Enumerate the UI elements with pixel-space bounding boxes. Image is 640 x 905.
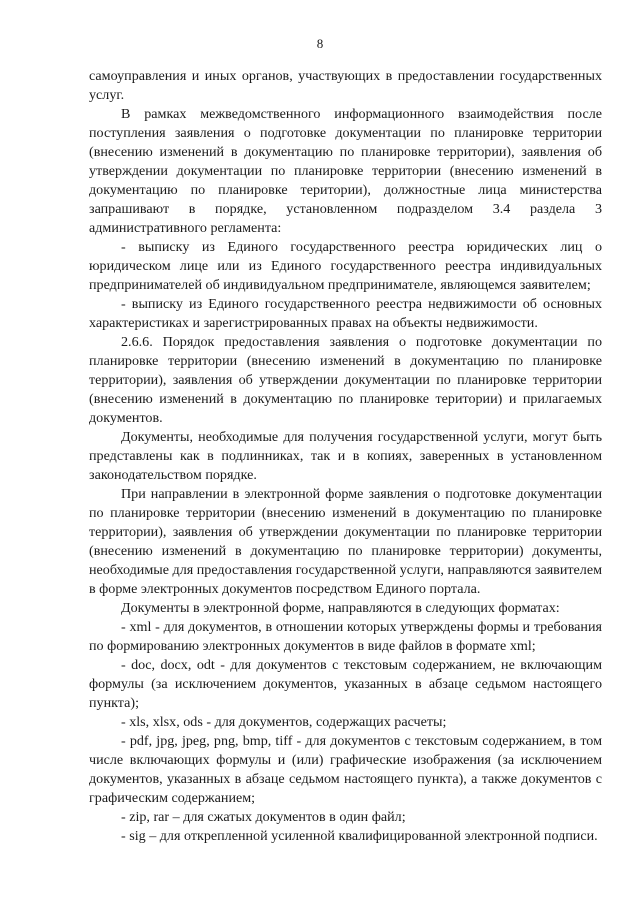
paragraph: - xls, xlsx, ods - для документов, содержащих расчеты;: [121, 714, 447, 730]
paragraph: Документы, необходимые для получения государственной услуги, могут быть представлены как в подлинниках, так и в копиях, заверенных в установленном законодательством порядке.: [89, 429, 602, 483]
document-body: [89, 67, 602, 846]
paragraph: При направлении в электронной форме заявления о подготовке документации по планировке территории (внесению изменений в документацию по планировке территории), заявления об утверждении документации по планировке территории (внесению изменений в документацию по планировке территории) документы, необходимые для предоставления государственной услуги, направляются заявителем в форме электронных документов посредством Единого портала.: [89, 486, 602, 597]
paragraph: 2.6.6. Порядок предоставления заявления о подготовке документации по планировке территории (внесению изменений в документацию по планировке территории), заявления об утверждении документации по планировке территории (внесению изменений в документацию по планировке територии) и прилагаемых документов.: [89, 334, 602, 426]
paragraph: - xml - для документов, в отношении которых утверждены формы и требования по формированию электронных документов в виде файлов в формате xml;: [89, 619, 602, 654]
paragraph: - pdf, jpg, jpeg, png, bmp, tiff - для документов с текстовым содержанием, в том числе включающих формулы и (или) графические изображения (за исключением документов, указанных в абзаце седьмом настоящего пункта), а также документов с графическим содержанием;: [89, 733, 602, 806]
paragraph: - sig – для открепленной усиленной квалифицированной электронной подписи.: [121, 828, 598, 844]
paragraph: - выписку из Единого государственного реестра недвижимости об основных характеристиках и зарегистрированных правах на объекты недвижимости.: [89, 296, 602, 331]
paragraph: Документы в электронной форме, направляются в следующих форматах:: [121, 600, 560, 616]
paragraph: В рамках межведомственного информационного взаимодействия после поступления заявления о подготовке документации по планировке территории (внесению изменений в документацию по планировке территории), заявления об утверждении документации по планировке территории (внесению изменений в документацию по планировке територии), должностные лица министерства запрашивают в порядке, установленном подразделом 3.4 раздела 3 административного регламента:: [89, 106, 602, 236]
paragraph: - zip, rar – для сжатых документов в один файл;: [121, 809, 406, 825]
paragraph: - doc, docx, odt - для документов с текстовым содержанием, не включающим формулы (за исключением документов, указанных в абзаце седьмом настоящего пункта);: [89, 657, 602, 711]
page-number: 8: [316, 36, 324, 51]
paragraph: самоуправления и иных органов, участвующих в предоставлении государственных услуг.: [89, 68, 602, 103]
paragraph: - выписку из Единого государственного реестра юридических лиц о юридическом лице или из Единого государственного реестра индивидуальных предпринимателей об индивидуальном предпринимателе, являющемся заявителем;: [89, 239, 602, 293]
